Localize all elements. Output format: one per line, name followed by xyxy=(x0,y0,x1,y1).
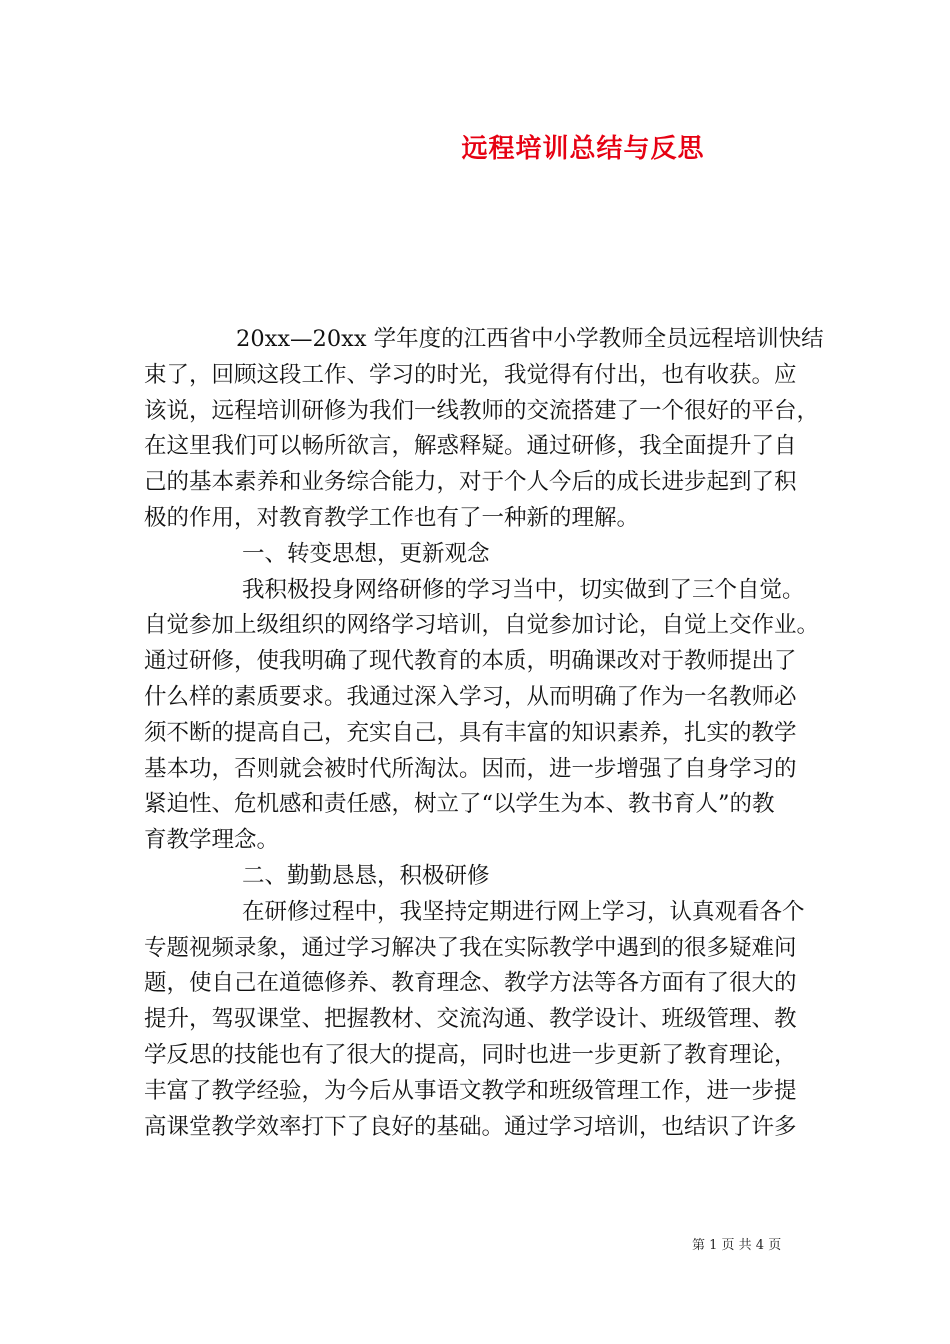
section-heading: 一、转变思想，更新观念 xyxy=(242,540,490,567)
paragraph-line: 在这里我们可以畅所欲言，解惑释疑。通过研修，我全面提升了自 xyxy=(144,433,797,460)
document-body xyxy=(144,322,824,1145)
paragraph-line: 题，使自己在道德修养、教育理念、教学方法等各方面有了很大的 xyxy=(144,970,797,997)
paragraph-line: 基本功，否则就会被时代所淘汰。因而，进一步增强了自身学习的 xyxy=(144,755,797,782)
paragraph-line: 通过研修，使我明确了现代教育的本质，明确课改对于教师提出了 xyxy=(144,648,797,675)
paragraph-line: 20xx—20xx 学年度的江西省中小学教师全员远程培训快结 xyxy=(236,326,824,352)
section-heading: 二、勤勤恳恳，积极研修 xyxy=(242,862,490,889)
paragraph-line: 我积极投身网络研修的学习当中，切实做到了三个自觉。 xyxy=(242,576,805,603)
paragraph-line: 极的作用，对教育教学工作也有了一种新的理解。 xyxy=(144,504,640,531)
paragraph-line: 该说，远程培训研修为我们一线教师的交流搭建了一个很好的平台， xyxy=(144,397,820,424)
paragraph-line: 提升，驾驭课堂、把握教材、交流沟通、教学设计、班级管理、教 xyxy=(144,1006,797,1033)
document-title: 远程培训总结与反思 xyxy=(461,134,705,164)
paragraph-line: 己的基本素养和业务综合能力，对于个人今后的成长进步起到了积 xyxy=(144,469,797,496)
paragraph-line: 自觉参加上级组织的网络学习培训，自觉参加讨论，自觉上交作业。 xyxy=(144,612,820,639)
paragraph-line: 在研修过程中，我坚持定期进行网上学习，认真观看各个 xyxy=(242,898,805,925)
paragraph-line: 育教学理念。 xyxy=(144,827,280,854)
paragraph-line: 丰富了教学经验，为今后从事语文教学和班级管理工作，进一步提 xyxy=(144,1077,797,1104)
paragraph-line: 须不断的提高自己，充实自己，具有丰富的知识素养，扎实的教学 xyxy=(144,719,797,746)
page-number: 第 1 页 共 4 页 xyxy=(692,1238,782,1253)
paragraph-line: 什么样的素质要求。我通过深入学习，从而明确了作为一名教师必 xyxy=(144,683,797,710)
paragraph-line: 高课堂教学效率打下了良好的基础。通过学习培训，也结识了许多 xyxy=(144,1113,797,1140)
paragraph-line: 紧迫性、危机感和责任感，树立了“以学生为本、教书育人”的教 xyxy=(144,791,775,818)
paragraph-line: 束了，回顾这段工作、学习的时光，我觉得有付出，也有收获。应 xyxy=(144,361,797,388)
paragraph-line: 专题视频录象，通过学习解决了我在实际教学中遇到的很多疑难问 xyxy=(144,934,797,961)
paragraph-line: 学反思的技能也有了很大的提高，同时也进一步更新了教育理论， xyxy=(144,1041,797,1068)
